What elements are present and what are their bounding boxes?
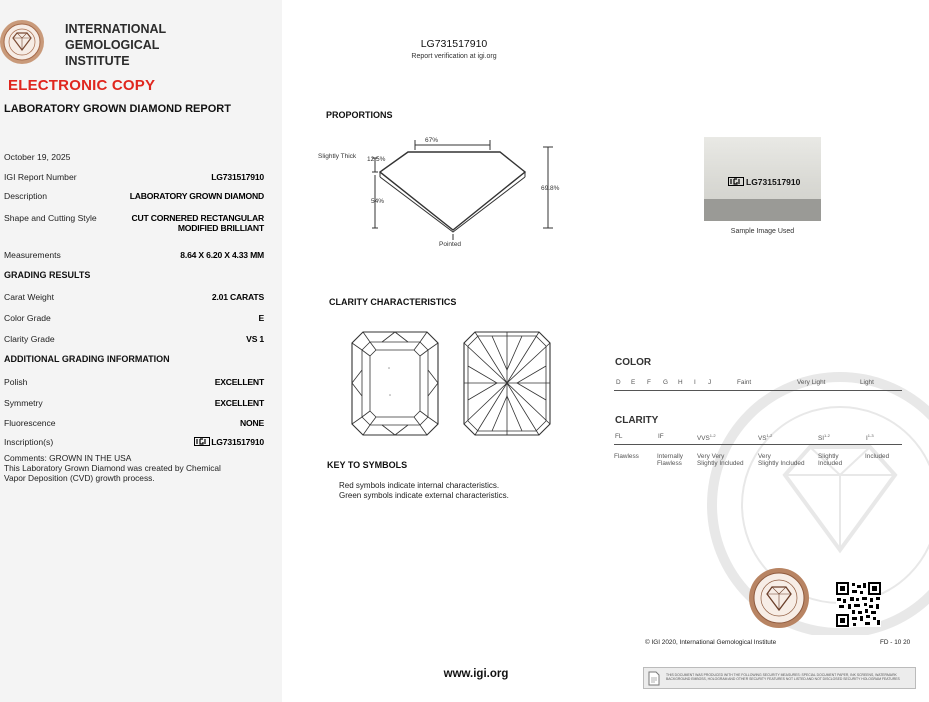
clarity-scale-line — [614, 444, 902, 445]
clarity-grade-sup: 1-3 — [867, 433, 874, 438]
institute-name-line: INSTITUTE — [65, 54, 130, 68]
color-grade: D — [616, 379, 621, 386]
color-grade: H — [678, 379, 683, 386]
color-range: Very Light — [797, 379, 826, 386]
clarity-grade — [818, 432, 830, 442]
field-value: VS 1 — [246, 334, 264, 344]
igi-mini-logo — [194, 437, 210, 446]
additional-info-heading: ADDITIONAL GRADING INFORMATION — [4, 354, 170, 364]
crown-plot-diagram — [350, 330, 440, 437]
field-value: EXCELLENT — [214, 398, 264, 408]
clarity-description: Flawless — [614, 453, 639, 460]
color-scale-heading: COLOR — [615, 357, 652, 368]
clarity-description-line: Slightly Included — [697, 460, 744, 467]
field-label: Fluorescence — [4, 418, 56, 428]
proportions-heading: PROPORTIONS — [326, 110, 393, 120]
comment-line: Vapor Deposition (CVD) growth process. — [4, 473, 155, 483]
field-value: LG731517910 — [211, 172, 264, 182]
form-number: FD - 10 20 — [880, 639, 911, 646]
clarity-grade-name: VS — [758, 435, 767, 443]
table-percent: 67% — [425, 137, 439, 144]
document-icon — [647, 671, 661, 686]
field-label: Measurements — [4, 250, 61, 260]
sample-inscription-image — [704, 137, 821, 221]
clarity-grade-sup: 1-2 — [766, 433, 773, 438]
clarity-description: Included — [865, 453, 890, 460]
clarity-grade-name: I — [866, 435, 868, 443]
field-value: NONE — [239, 418, 264, 428]
clarity-description — [697, 453, 744, 467]
pavilion-percent: 54% — [371, 198, 385, 205]
key-to-symbols-heading: KEY TO SYMBOLS — [327, 460, 408, 470]
field-label: Description — [4, 191, 47, 201]
culet-label: Pointed — [439, 241, 462, 248]
crown-percent: 12.5% — [367, 156, 386, 163]
clarity-grade: FL — [615, 433, 623, 440]
comment-line: Comments: GROWN IN THE USA — [4, 453, 132, 463]
copyright: © IGI 2020, International Gemological Institute — [645, 639, 777, 646]
color-range: Light — [860, 379, 874, 386]
electronic-copy-label: ELECTRONIC COPY — [8, 77, 156, 94]
clarity-description — [657, 453, 683, 467]
clarity-description-line: Slightly Included — [758, 460, 805, 467]
grading-results-heading: GRADING RESULTS — [4, 270, 91, 280]
igi-seal-logo — [748, 567, 810, 629]
clarity-grade-name: SI — [818, 435, 825, 443]
field-value: 8.64 X 6.20 X 4.33 MM — [180, 250, 264, 260]
field-value: LABORATORY GROWN DIAMOND — [129, 191, 264, 201]
field-label: Color Grade — [4, 313, 51, 323]
field-value: CUT CORNERED RECTANGULAR MODIFIED BRILLIANT — [131, 213, 264, 233]
igi-mini-logo — [728, 177, 744, 186]
proportions-diagram — [320, 130, 565, 252]
institute-name — [65, 21, 166, 69]
clarity-description-line: Flawless — [657, 460, 682, 467]
clarity-description-line: Very Very — [697, 453, 725, 460]
verification-link[interactable]: Report verification at igi.org — [411, 53, 497, 60]
clarity-grade-sup: 1-2 — [709, 433, 716, 438]
clarity-grade-sup: 1-2 — [824, 433, 830, 438]
field-label: Polish — [4, 377, 28, 387]
clarity-grade: IF — [658, 433, 664, 440]
color-grade: F — [647, 379, 651, 386]
clarity-description-line: Slightly — [818, 453, 839, 460]
security-notice-text: THIS DOCUMENT WAS PRODUCED WITH THE FOLLOWING SECURITY MEASURES: SPECIAL DOCUMENT PAPER, INK SCREENS, WATERMARK BACKGROUND EMBOSS, HOLOGRAM AND OTHER SECURITY FEATURES NOT LISTED AND NOT DISCLOSED SECURITY HOLOGRAM FEATURES — [666, 673, 900, 682]
depth-percent: 69.8% — [541, 185, 560, 192]
sample-caption: Sample Image Used — [730, 228, 795, 235]
field-value: EXCELLENT — [214, 377, 264, 387]
color-grade: J — [708, 379, 712, 386]
color-grade: E — [631, 379, 636, 386]
pavilion-plot-diagram — [462, 330, 552, 437]
key-to-symbols-text — [339, 481, 509, 500]
report-title: LABORATORY GROWN DIAMOND REPORT — [4, 103, 231, 115]
field-label: Clarity Grade — [4, 334, 55, 344]
clarity-grade — [758, 432, 772, 442]
sample-inscription-text: LG731517910 — [746, 177, 801, 187]
security-notice — [643, 667, 916, 689]
key-line: Green symbols indicate external characteristics. — [339, 490, 509, 500]
clarity-description — [758, 453, 805, 467]
clarity-description-line: Internally — [657, 453, 683, 460]
field-label: Symmetry — [4, 398, 43, 408]
institute-name-line: INTERNATIONAL — [65, 22, 167, 36]
image-band — [704, 199, 821, 221]
color-range: Faint — [737, 379, 752, 386]
website-link[interactable]: www.igi.org — [443, 668, 509, 680]
girdle-label: Slightly Thick — [318, 153, 357, 160]
field-label: IGI Report Number — [4, 172, 77, 182]
field-value: E — [258, 313, 264, 323]
field-value: 2.01 CARATS — [211, 292, 264, 302]
color-scale-line — [614, 390, 902, 391]
sample-inscription — [728, 177, 800, 187]
color-grade: I — [694, 379, 696, 386]
comment-line: This Laboratory Grown Diamond was created by Chemical — [4, 463, 221, 473]
clarity-description-line: Very — [758, 453, 771, 460]
field-label: Carat Weight — [4, 292, 54, 302]
report-number-header: LG731517910 — [420, 38, 488, 50]
field-label: Inscription(s) — [4, 437, 54, 447]
clarity-scale-heading: CLARITY — [615, 415, 659, 426]
color-grade: G — [663, 379, 668, 386]
qr-code[interactable] — [836, 582, 881, 627]
inscription-value — [194, 437, 264, 447]
key-line: Red symbols indicate internal characteristics. — [339, 481, 500, 490]
clarity-description-line: Included — [818, 460, 843, 467]
clarity-grade — [697, 432, 716, 442]
clarity-grade-name: VVS — [697, 435, 710, 443]
comments — [4, 453, 274, 483]
field-label: Shape and Cutting Style — [4, 213, 97, 223]
field-value: LG731517910 — [211, 437, 264, 447]
report-date-value: October 19, 2025 — [4, 152, 71, 162]
institute-name-line: GEMOLOGICAL — [65, 38, 160, 52]
clarity-description — [818, 453, 842, 467]
clarity-characteristics-heading: CLARITY CHARACTERISTICS — [329, 297, 457, 307]
igi-seal-logo — [0, 18, 48, 66]
clarity-grade — [866, 432, 874, 442]
